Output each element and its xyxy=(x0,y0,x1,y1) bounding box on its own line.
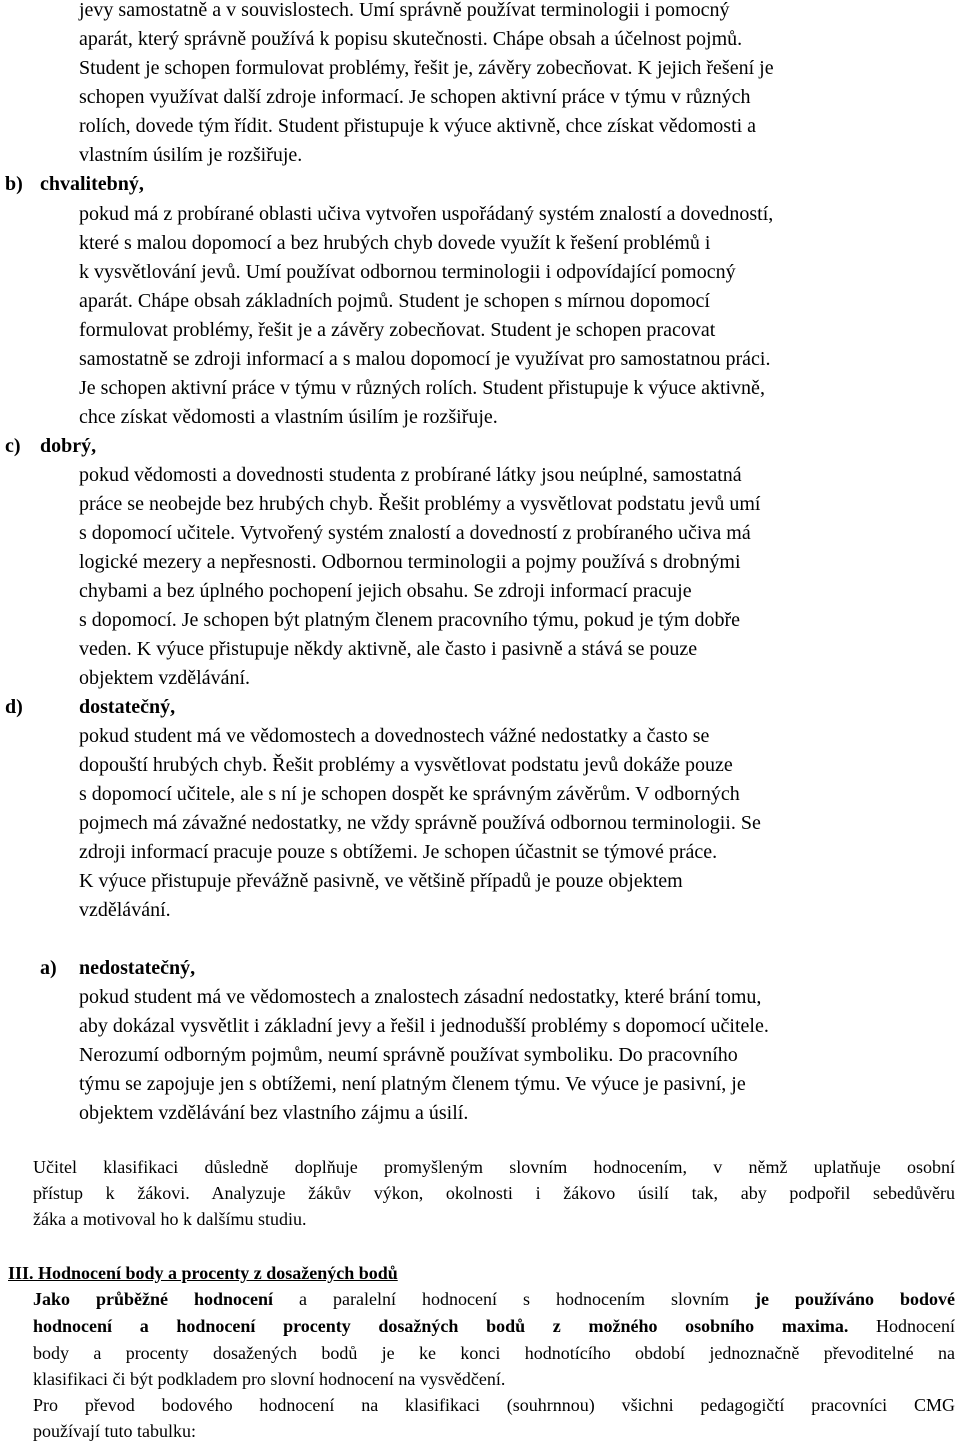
text-line: s dopomocí. Je schopen být platným členem pracovního týmu, pokud je tým dobře xyxy=(79,609,740,631)
paragraph-line xyxy=(33,1313,955,1340)
text-line: vlastním úsilím je rozšiřuje. xyxy=(79,144,303,166)
bold-text: Jako průběžné hodnocení xyxy=(33,1289,274,1309)
text-line: pokud student má ve vědomostech a znalostech zásadní nedostatky, které brání tomu, xyxy=(79,986,762,1008)
text-line: Student je schopen formulovat problémy, řešit je, závěry zobecňovat. K jejich řešení je xyxy=(79,57,774,79)
paragraph-line: žáka a motivoval ho k dalšímu studiu. xyxy=(33,1209,307,1229)
text-line: aparát. Chápe obsah základních pojmů. Student je schopen s mírnou dopomocí xyxy=(79,290,710,312)
section-heading: III. Hodnocení body a procenty z dosažených bodů xyxy=(8,1263,398,1283)
grade-title: dobrý, xyxy=(40,435,97,457)
text-line: které s malou dopomocí a bez hrubých chyb dovede využít k řešení problémů i xyxy=(79,232,711,254)
text-line: logické mezery a nepřesnosti. Odbornou terminologii a pojmy používá s drobnými xyxy=(79,551,741,573)
bold-text: hodnocení a hodnocení procenty dosažných bodů z možného osobního maxima. xyxy=(33,1316,849,1336)
paragraph-line xyxy=(33,1286,955,1313)
text-line: aparát, který správně používá k popisu skutečnosti. Chápe obsah a účelnost pojmů. xyxy=(79,28,743,50)
text: Hodnocení xyxy=(848,1316,955,1336)
text-line: pojmech má závažné nedostatky, ne vždy správně používá odbornou terminologii. Se xyxy=(79,812,761,834)
text-line: pokud student má ve vědomostech a dovednostech vážné nedostatky a často se xyxy=(79,725,710,747)
text-line: týmu se zapojuje jen s obtížemi, není platným členem týmu. Ve výuce je pasivní, je xyxy=(79,1073,746,1095)
text-line: Nerozumí odborným pojmům, neumí správně používat symboliku. Do pracovního xyxy=(79,1044,738,1066)
paragraph-line: používají tuto tabulku: xyxy=(33,1421,196,1441)
text-line: zdroji informací pracuje pouze s obtížemi. Je schopen účastnit se týmové práce. xyxy=(79,841,718,863)
text-line: s dopomocí učitele, ale s ní je schopen dospět ke správným závěrům. V odborných xyxy=(79,783,740,805)
text-line: práce se neobejde bez hrubých chyb. Řešit problémy a vysvětlovat podstatu jevů umí xyxy=(79,493,761,515)
paragraph-line: Učitel klasifikaci důsledně doplňuje promyšleným slovním hodnocením, v němž uplatňuje osobní xyxy=(33,1157,955,1177)
text-line: dopouští hrubých chyb. Řešit problémy a vysvětlovat podstatu jevů dokáže pouze xyxy=(79,754,733,776)
text: a paralelní hodnocení s hodnocením slovním xyxy=(273,1289,755,1309)
text-line: rolích, dovede tým řídit. Student přistupuje k výuce aktivně, chce získat vědomosti a xyxy=(79,115,757,137)
list-marker: d) xyxy=(5,696,23,718)
text-line: objektem vzdělávání bez vlastního zájmu a úsilí. xyxy=(79,1102,469,1124)
paragraph-line: přístup k žákovi. Analyzuje žákův výkon, okolnosti i žákovo úsilí tak, aby podpořil sebedůvěru xyxy=(33,1183,955,1203)
list-marker: c) xyxy=(5,435,21,457)
text-line: pokud má z probírané oblasti učiva vytvořen uspořádaný systém znalostí a dovedností, xyxy=(79,203,774,225)
text-line: schopen využívat další zdroje informací. Je schopen aktivní práce v týmu v různých xyxy=(79,86,751,108)
text-line: pokud vědomosti a dovednosti studenta z probírané látky jsou neúplné, samostatná xyxy=(79,464,742,486)
text-line: k vysvětlování jevů. Umí používat odbornou terminologii i odpovídající pomocný xyxy=(79,261,736,283)
text-line: K výuce přistupuje převážně pasivně, ve většině případů je pouze objektem xyxy=(79,870,683,892)
text-line: veden. K výuce přistupuje někdy aktivně, ale často i pasivně a stává se pouze xyxy=(79,638,698,660)
bold-text: je používáno bodové xyxy=(754,1289,955,1309)
paragraph-line: klasifikaci či být podkladem pro slovní hodnocení na vysvědčení. xyxy=(33,1369,506,1389)
text-line: chce získat vědomosti a vlastním úsilím je rozšiřuje. xyxy=(79,406,498,428)
text-line: s dopomocí učitele. Vytvořený systém znalostí a dovedností z probíraného učiva má xyxy=(79,522,751,544)
text-line: aby dokázal vysvětlit i základní jevy a řešil i jednodušší problémy s dopomocí učitele. xyxy=(79,1015,769,1037)
text-line: samostatně se zdroji informací a s malou dopomocí je využívat pro samostatnou práci. xyxy=(79,348,771,370)
text-line: formulovat problémy, řešit je a závěry zobecňovat. Student je schopen pracovat xyxy=(79,319,716,341)
text-line: Je schopen aktivní práce v týmu v různých rolích. Student přistupuje k výuce aktivně, xyxy=(79,377,765,399)
text-line: jevy samostatně a v souvislostech. Umí správně používat terminologii i pomocný xyxy=(79,0,730,21)
paragraph-line: Pro převod bodového hodnocení na klasifikaci (souhrnnou) všichni pedagogičtí pracovníci CMG xyxy=(33,1395,955,1415)
list-marker: b) xyxy=(5,173,23,195)
grade-title: nedostatečný, xyxy=(79,957,196,979)
text-line: vzdělávání. xyxy=(79,899,171,921)
paragraph-line: body a procenty dosažených bodů je ke konci hodnotícího období jednoznačně převoditelné na xyxy=(33,1343,955,1363)
list-marker: a) xyxy=(40,957,57,979)
text-line: objektem vzdělávání. xyxy=(79,667,251,689)
grade-title: chvalitebný, xyxy=(40,173,144,195)
text-line: chybami a bez úplného pochopení jejich obsahu. Se zdroji informací pracuje xyxy=(79,580,692,602)
grade-title: dostatečný, xyxy=(79,696,176,718)
